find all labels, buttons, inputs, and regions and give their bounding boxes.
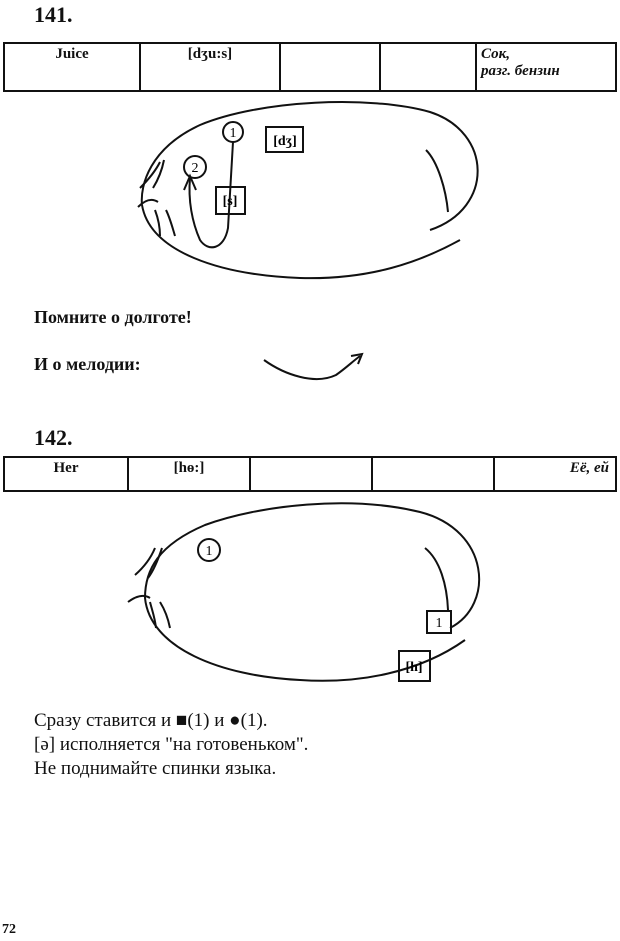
label-h: [h] — [405, 660, 423, 675]
circle-marker-1-label: 1 — [205, 544, 213, 559]
exercise-142-number: 142. — [34, 425, 73, 450]
word-cell: Juice — [4, 43, 140, 91]
page-number: 72 — [2, 922, 16, 937]
instruction-line: Не поднимайте спинки языка. — [34, 758, 277, 779]
mouth-diagram-142 — [128, 503, 479, 681]
instruction-line: [ə] исполняется "на готовеньком". — [34, 734, 309, 755]
mouth-diagram-141 — [138, 102, 478, 278]
label-s: [s] — [222, 194, 238, 209]
exercise-141-number: 141. — [34, 2, 73, 27]
mouth-outline — [142, 102, 478, 278]
note-length: Помните о долготе! — [34, 307, 192, 327]
circle-marker-2-label: 2 — [191, 161, 199, 176]
lip-stroke — [150, 602, 156, 628]
lip-stroke — [128, 596, 150, 602]
lip-stroke — [160, 602, 170, 628]
melody-curve — [264, 354, 362, 379]
word-table-142 — [3, 456, 617, 492]
circle-marker-1-label: 1 — [229, 126, 237, 141]
translation-line-1: Сок, — [481, 46, 510, 62]
translation-line-2: разг. бензин — [481, 63, 560, 79]
label-dz: [dʒ] — [273, 134, 297, 149]
transcription-cell: [hɵ:] — [128, 457, 250, 491]
note-melody: И о мелодии: — [34, 354, 141, 374]
label-1: 1 — [435, 616, 443, 631]
instruction-line: Сразу ставится и ■(1) и ●(1). — [34, 710, 268, 731]
empty-cell — [372, 457, 494, 491]
transcription-cell: [dʒu:s] — [140, 43, 280, 91]
lip-stroke — [166, 210, 175, 236]
instruction-text — [34, 709, 594, 781]
word-cell: Her — [4, 457, 128, 491]
translation-cell: Её, ей — [494, 457, 616, 491]
tongue-line — [425, 548, 448, 610]
tongue-line — [426, 150, 448, 212]
lip-stroke — [140, 162, 160, 188]
empty-cell — [250, 457, 372, 491]
